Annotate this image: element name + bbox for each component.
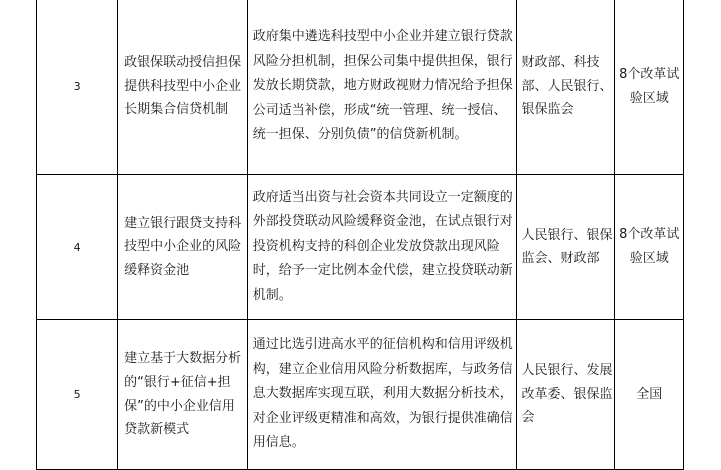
- measure-name: [118, 320, 248, 470]
- measure-description-text: 通过比选引进高水平的征信机构和信用评级机构，建立企业信用风险分析数据库，与政务信息大数据库实现互联，利用大数据分析技术，对企业评级更精准和高效，为银行提供准确信用信息。: [252, 337, 513, 451]
- table-row: [37, 175, 684, 320]
- pilot-scope: [615, 0, 684, 175]
- responsible-departments-text: 人民银行、银保监会、财政部: [521, 227, 613, 266]
- measure-name-text: 建立基于大数据分析的“银行+征信+担保”的中小企业信用贷款新模式: [124, 351, 242, 438]
- measure-description: [247, 0, 517, 175]
- responsible-departments-text: 财政部、科技部、人民银行、银保监会: [521, 55, 613, 118]
- measure-name: [118, 175, 248, 320]
- row-number: 4: [37, 175, 118, 320]
- measure-description-text: 政府适当出资与社会资本共同设立一定额度的外部投贷联动风险缓释资金池，在试点银行对投资机构支持的科创企业发放贷款出现风险时，给予一定比例本金代偿，建立投贷联动新机制。: [252, 189, 513, 303]
- measure-name-text: 政银保联动授信担保提供科技型中小企业长期集合信贷机制: [124, 55, 242, 118]
- pilot-scope: [615, 320, 684, 470]
- pilot-scope-text: 全国: [636, 386, 663, 402]
- pilot-scope-text: 8个改革试验区域: [619, 66, 680, 106]
- responsible-departments: [517, 0, 615, 175]
- measure-description: [247, 175, 517, 320]
- responsible-departments-text: 人民银行、发展改革委、银保监会: [521, 363, 613, 426]
- measure-name-text: 建立银行跟贷支持科技型中小企业的风险缓释资金池: [124, 215, 242, 278]
- responsible-departments: [517, 320, 615, 470]
- measure-description-text: 政府集中遴选科技型中小企业并建立银行贷款风险分担机制，担保公司集中提供担保，银行发放长期贷款，地方财政视财力情况给予担保公司适当补偿，形成“统一管理、统一授信、统一担保、分别负债”的信贷新机制。: [252, 29, 513, 143]
- policy-table: [36, 0, 684, 470]
- table-row: [37, 320, 684, 470]
- measure-description: [247, 320, 517, 470]
- row-number: 5: [37, 320, 118, 470]
- responsible-departments: [517, 175, 615, 320]
- measure-name: [118, 0, 248, 175]
- pilot-scope-text: 8个改革试验区域: [619, 227, 680, 266]
- pilot-scope: [615, 175, 684, 320]
- table-row: [37, 0, 684, 175]
- row-number: 3: [37, 0, 118, 175]
